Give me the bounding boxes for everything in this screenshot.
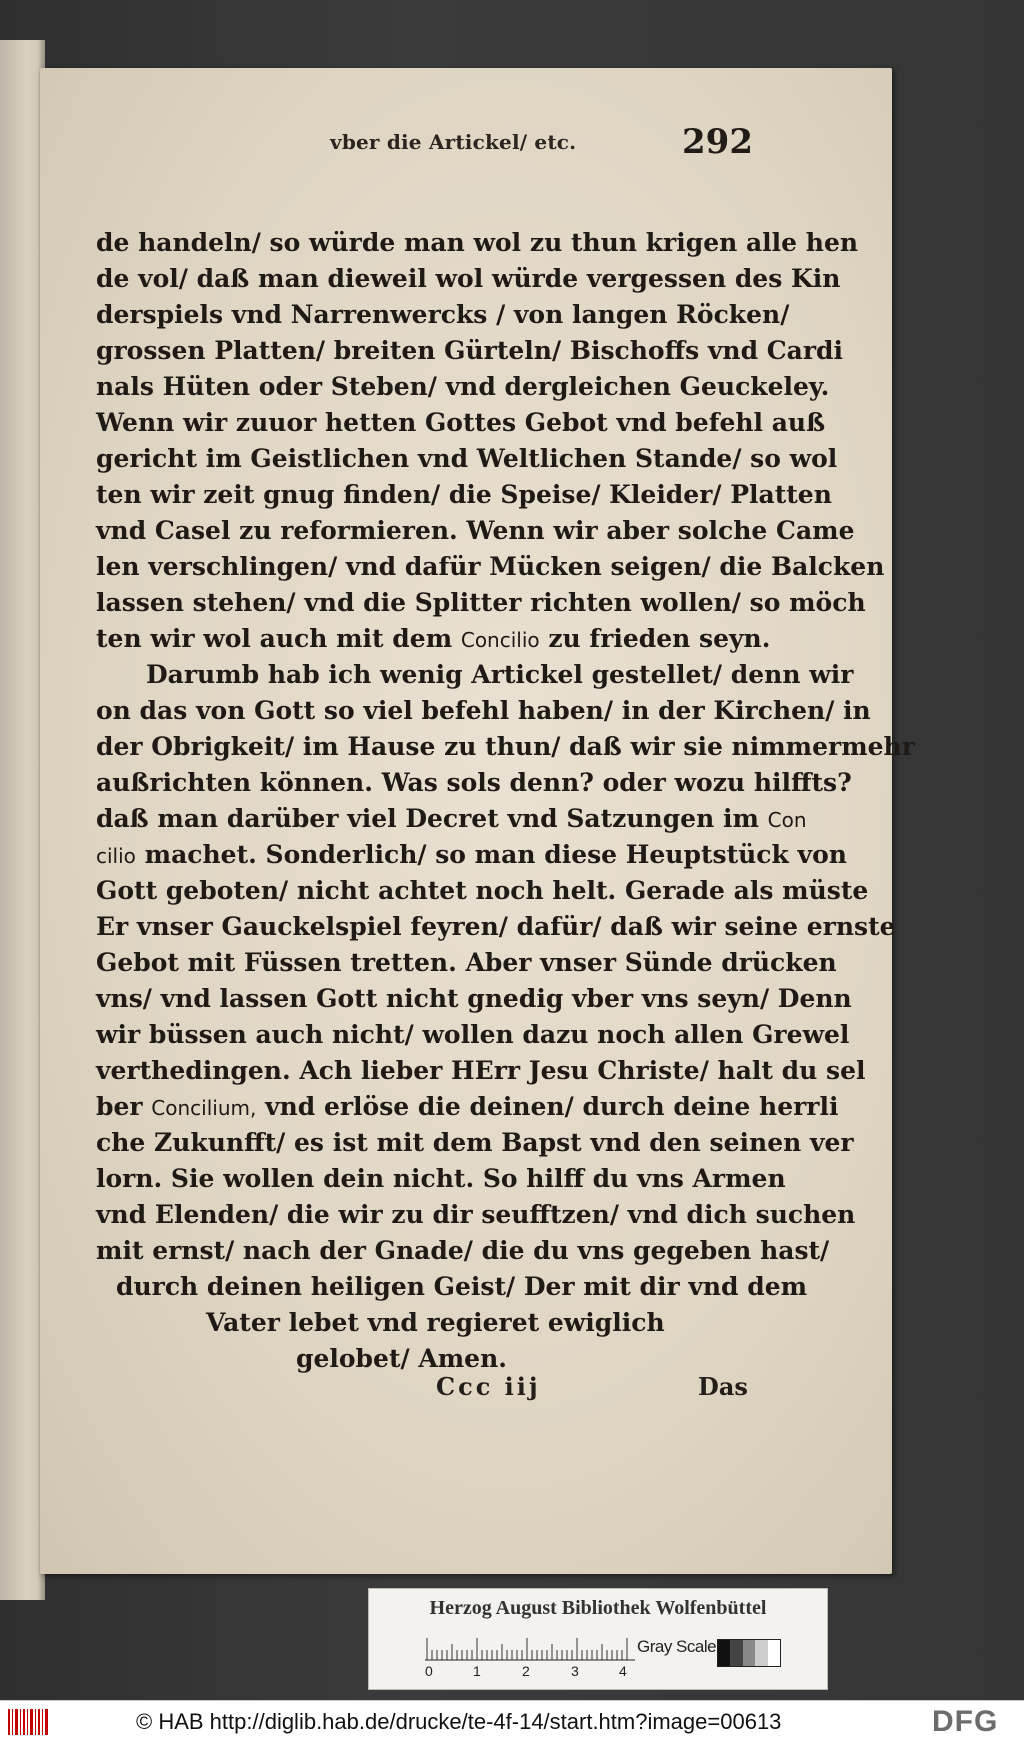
text-line: verthedingen. Ach lieber HErr Jesu Christe/ halt du sel xyxy=(96,1056,866,1085)
barcode-bar xyxy=(45,1709,48,1735)
text-line-with-latin xyxy=(96,1089,839,1125)
facing-page-edge xyxy=(0,40,45,1600)
catchword: Das xyxy=(698,1372,748,1401)
latin-word: Con xyxy=(767,808,807,832)
source-url-link[interactable]: © HAB http://diglib.hab.de/drucke/te-4f-14/start.htm?image=00613 xyxy=(136,1709,782,1734)
ruler-number: 3 xyxy=(571,1663,579,1679)
barcode-bar xyxy=(20,1709,21,1735)
text-line: che Zukunfft/ es ist mit dem Bapst vnd den seinen ver xyxy=(96,1128,854,1157)
text-line: Gebot mit Füssen tretten. Aber vnser Sünde drücken xyxy=(96,948,837,977)
gray-swatch xyxy=(743,1640,755,1666)
text-line: Er vnser Gauckelspiel feyren/ dafür/ daß wir seine ernste xyxy=(96,912,896,941)
text-line: len verschlingen/ vnd dafür Mücken seigen/ die Balcken xyxy=(96,552,885,581)
signature-mark: Ccc iij xyxy=(436,1372,541,1401)
hab-barcode-logo-icon xyxy=(8,1709,50,1735)
text-line: wir büssen auch nicht/ wollen dazu noch allen Grewel xyxy=(96,1020,850,1049)
text-line: grossen Platten/ breiten Gürteln/ Bischoffs vnd Cardi xyxy=(96,336,844,365)
barcode-bar xyxy=(15,1709,18,1735)
text-line: nals Hüten oder Steben/ vnd dergleichen Geuckeley. xyxy=(96,372,830,401)
calibration-title: Herzog August Bibliothek Wolfenbüttel xyxy=(429,1597,767,1619)
calibration-card xyxy=(368,1588,828,1690)
text-body xyxy=(96,225,915,1377)
text-line: Wenn wir zuuor hetten Gottes Gebot vnd befehl auß xyxy=(96,408,826,437)
barcode-bar xyxy=(30,1709,33,1735)
paragraph-start-line: Darumb hab ich wenig Artickel gestellet/ denn wir xyxy=(146,660,854,689)
ruler-number: 2 xyxy=(522,1663,530,1679)
tapered-line: Vater lebet vnd regieret ewiglich xyxy=(206,1308,665,1337)
text-segment: vnd erlöse die deinen/ durch deine herrli xyxy=(265,1092,839,1121)
barcode-bar xyxy=(35,1709,36,1735)
latin-word: Concilium, xyxy=(151,1096,257,1120)
text-segment: machet. Sonderlich/ so man diese Heuptstück von xyxy=(144,840,847,869)
text-line: lorn. Sie wollen dein nicht. So hilff du vns Armen xyxy=(96,1164,786,1193)
gray-swatch xyxy=(755,1640,767,1666)
gray-swatch xyxy=(718,1640,730,1666)
text-line: de vol/ daß man dieweil wol würde vergessen des Kin xyxy=(96,264,841,293)
latin-word: cilio xyxy=(96,844,136,868)
ruler-number: 1 xyxy=(473,1663,481,1679)
text-line: derspiels vnd Narrenwercks / von langen Röcken/ xyxy=(96,300,790,329)
barcode-bar xyxy=(42,1709,43,1735)
text-segment: daß man darüber viel Decret vnd Satzungen im xyxy=(96,804,759,833)
text-line: gericht im Geistlichen vnd Weltlichen Stande/ so wol xyxy=(96,444,838,473)
text-line: vnd Casel zu reformieren. Wenn wir aber solche Came xyxy=(96,516,855,545)
barcode-bar xyxy=(27,1709,28,1735)
barcode-bar xyxy=(12,1709,13,1735)
ruler-number: 4 xyxy=(619,1663,627,1679)
tapered-line: gelobet/ Amen. xyxy=(296,1344,507,1373)
text-line: on das von Gott so viel befehl haben/ in der Kirchen/ in xyxy=(96,696,871,725)
text-segment: ber xyxy=(96,1092,143,1121)
tapered-line: durch deinen heiligen Geist/ Der mit dir vnd dem xyxy=(116,1272,808,1301)
footer-bar xyxy=(0,1700,1024,1742)
text-line: der Obrigkeit/ im Hause zu thun/ daß wir sie nimmermehr xyxy=(96,732,915,761)
barcode-bar xyxy=(8,1709,10,1735)
text-line: vnd Elenden/ die wir zu dir seufftzen/ vnd dich suchen xyxy=(96,1200,856,1229)
gray-scale-label: Gray Scale xyxy=(637,1637,717,1656)
text-segment: ten wir wol auch mit dem xyxy=(96,624,453,653)
gray-scale-swatch xyxy=(717,1639,781,1667)
ruler-number: 0 xyxy=(425,1663,433,1679)
ruler-numbers xyxy=(425,1663,645,1683)
latin-word: Concilio xyxy=(460,628,540,652)
text-line: vns/ vnd lassen Gott nicht gnedig vber vns seyn/ Denn xyxy=(96,984,852,1013)
barcode-bar xyxy=(38,1709,40,1735)
gray-swatch xyxy=(768,1640,780,1666)
text-line: lassen stehen/ vnd die Splitter richten wollen/ so möch xyxy=(96,588,866,617)
page-number: 292 xyxy=(682,122,753,162)
ruler xyxy=(425,1631,635,1661)
gray-swatch xyxy=(730,1640,742,1666)
running-head xyxy=(290,122,770,162)
barcode-bar xyxy=(23,1709,25,1735)
text-line: Gott geboten/ nicht achtet noch helt. Gerade als müste xyxy=(96,876,869,905)
text-line-with-latin xyxy=(96,837,847,873)
text-line: ten wir zeit gnug finden/ die Speise/ Kleider/ Platten xyxy=(96,480,832,509)
text-line: mit ernst/ nach der Gnade/ die du vns gegeben hast/ xyxy=(96,1236,830,1265)
dfg-logo: DFG xyxy=(932,1705,999,1738)
text-segment: zu frieden seyn. xyxy=(548,624,771,653)
text-line: außrichten können. Was sols denn? oder wozu hilffts? xyxy=(96,768,852,797)
text-line-with-latin xyxy=(96,801,807,837)
text-line-with-latin xyxy=(96,621,771,657)
running-title: vber die Artickel/ etc. xyxy=(330,130,577,154)
text-line: de handeln/ so würde man wol zu thun krigen alle hen xyxy=(96,228,859,257)
